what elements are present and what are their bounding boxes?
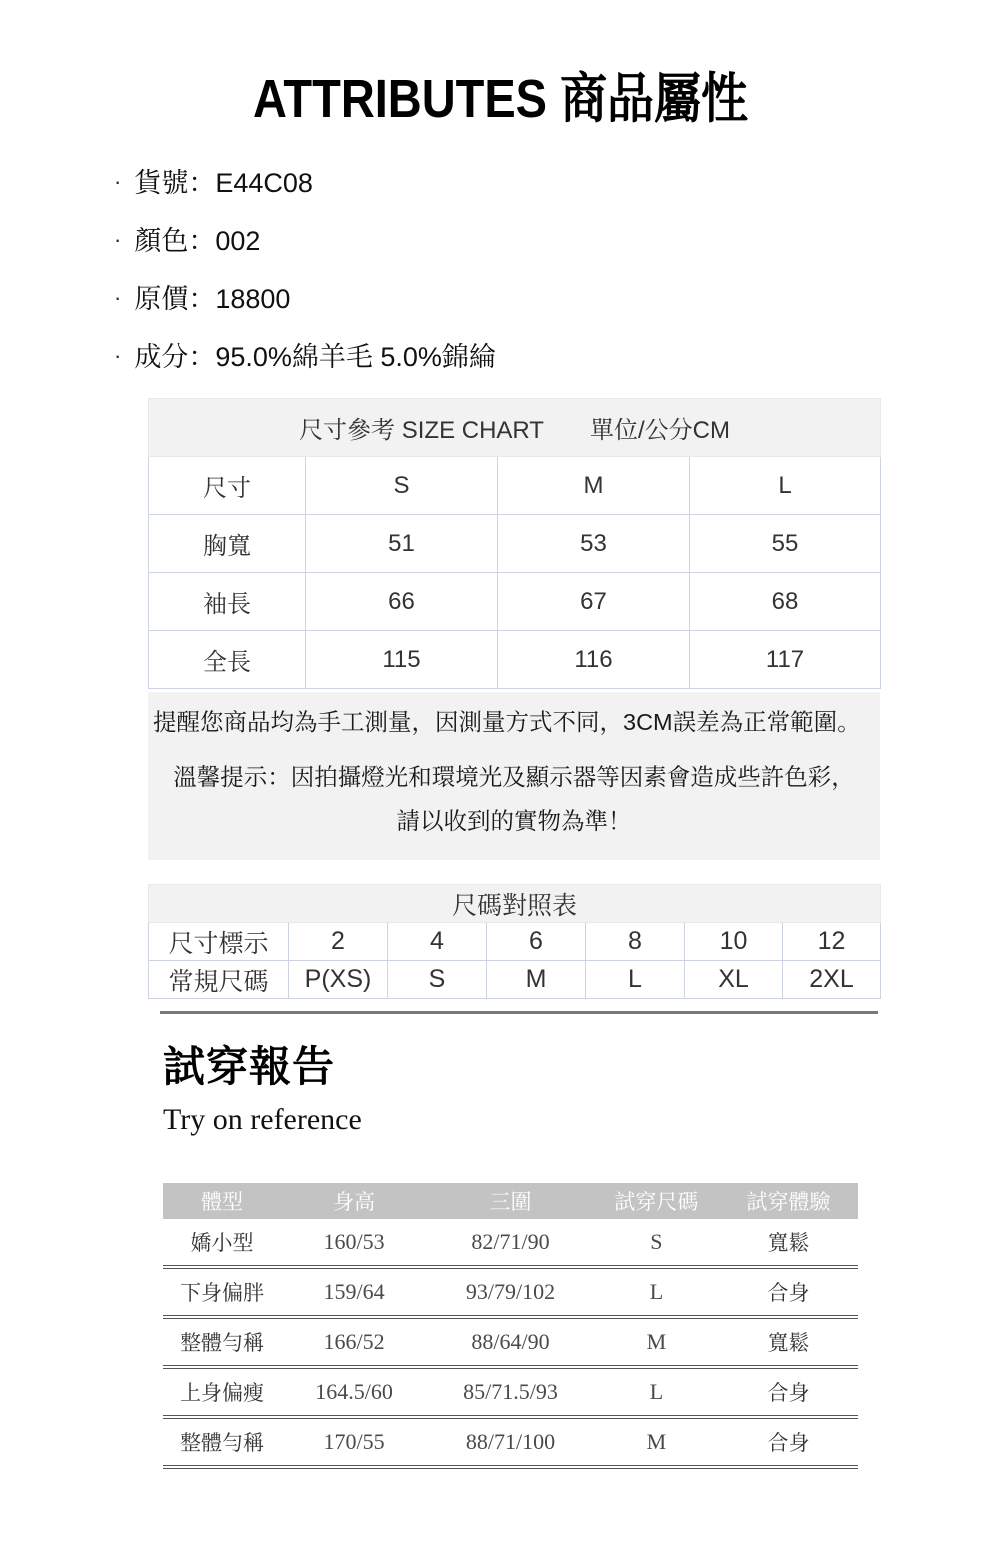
size-conversion-cell: M bbox=[487, 961, 586, 999]
size-chart-table bbox=[148, 398, 881, 689]
attribute-label: 成分 bbox=[134, 342, 189, 372]
table-row bbox=[149, 515, 881, 573]
try-on-column-header: 身高 bbox=[281, 1183, 427, 1219]
bullet-icon: · bbox=[114, 285, 122, 310]
size-chart-title: 尺寸參考 SIZE CHART bbox=[299, 417, 544, 444]
try-on-subtitle: Try on reference bbox=[163, 1103, 362, 1136]
size-chart-title-cell bbox=[149, 399, 881, 457]
try-on-size: M bbox=[594, 1417, 719, 1467]
try-on-measurements: 85/71.5/93 bbox=[427, 1367, 594, 1417]
size-chart-cell: 68 bbox=[690, 573, 881, 631]
page-title-text: ATTRIBUTES 商品屬性 bbox=[252, 69, 748, 129]
attribute-value: 18800 bbox=[215, 284, 291, 314]
size-conversion-cell: 2XL bbox=[783, 961, 881, 999]
size-chart-cell: 117 bbox=[690, 631, 881, 689]
try-on-header-row bbox=[163, 1183, 858, 1219]
page-title bbox=[0, 56, 1000, 129]
size-chart-cell: 67 bbox=[498, 573, 690, 631]
attribute-colon: ： bbox=[188, 168, 216, 198]
size-chart-cell: 51 bbox=[306, 515, 498, 573]
try-on-fit: 合身 bbox=[719, 1367, 858, 1417]
size-conversion-title: 尺碼對照表 bbox=[149, 885, 881, 923]
bullet-icon: · bbox=[114, 169, 122, 194]
try-on-measurements: 82/71/90 bbox=[427, 1219, 594, 1267]
size-conversion-cell: 12 bbox=[783, 923, 881, 961]
size-chart-cell: 116 bbox=[498, 631, 690, 689]
size-conversion-cell: XL bbox=[685, 961, 783, 999]
attribute-list bbox=[114, 166, 1000, 373]
size-chart-cell: 53 bbox=[498, 515, 690, 573]
attribute-item-product-code bbox=[114, 166, 1000, 199]
attribute-label: 顏色 bbox=[134, 226, 189, 256]
size-conversion-cell: 8 bbox=[586, 923, 685, 961]
try-on-height: 166/52 bbox=[281, 1317, 427, 1367]
table-row bbox=[163, 1317, 858, 1367]
size-conversion-cell: 6 bbox=[487, 923, 586, 961]
size-chart-unit: 單位/公分CM bbox=[589, 417, 730, 444]
try-on-fit: 寬鬆 bbox=[719, 1317, 858, 1367]
size-chart-header-cell: 尺寸 bbox=[149, 457, 306, 515]
try-on-section bbox=[163, 1034, 858, 1469]
size-chart-row-label: 胸寬 bbox=[149, 515, 306, 573]
bullet-icon: · bbox=[114, 343, 122, 368]
table-row bbox=[163, 1219, 858, 1267]
try-on-title: 試穿報告 bbox=[163, 1043, 336, 1090]
measurement-note bbox=[148, 692, 880, 860]
try-on-column-header: 試穿體驗 bbox=[719, 1183, 858, 1219]
try-on-height: 170/55 bbox=[281, 1417, 427, 1467]
try-on-height: 159/64 bbox=[281, 1267, 427, 1317]
size-conversion-cell: 10 bbox=[685, 923, 783, 961]
table-row bbox=[163, 1367, 858, 1417]
try-on-table bbox=[163, 1183, 858, 1469]
try-on-column-header: 試穿尺碼 bbox=[594, 1183, 719, 1219]
size-chart-header-cell: S bbox=[306, 457, 498, 515]
size-chart-row-label: 袖長 bbox=[149, 573, 306, 631]
try-on-size: S bbox=[594, 1219, 719, 1267]
try-on-body-type: 上身偏瘦 bbox=[163, 1367, 281, 1417]
bullet-icon: · bbox=[114, 227, 122, 252]
size-chart-cell: 55 bbox=[690, 515, 881, 573]
try-on-size: L bbox=[594, 1267, 719, 1317]
try-on-measurements: 93/79/102 bbox=[427, 1267, 594, 1317]
size-chart-header-cell: L bbox=[690, 457, 881, 515]
table-row bbox=[149, 457, 881, 515]
size-conversion-cell: L bbox=[586, 961, 685, 999]
measurement-note-line: 請以收到的實物為準！ bbox=[396, 808, 632, 834]
size-conversion-table bbox=[148, 884, 881, 999]
try-on-measurements: 88/71/100 bbox=[427, 1417, 594, 1467]
attribute-label: 原價 bbox=[134, 284, 189, 314]
size-chart-cell: 66 bbox=[306, 573, 498, 631]
measurement-note-line: 溫馨提示：因拍攝燈光和環境光及顯示器等因素會造成些許色彩， bbox=[173, 764, 855, 790]
attribute-value: 002 bbox=[215, 226, 261, 256]
tables-wrapper bbox=[148, 398, 880, 1014]
size-conversion-title-row bbox=[149, 885, 881, 923]
attribute-item-material bbox=[114, 340, 1000, 373]
try-on-fit: 合身 bbox=[719, 1267, 858, 1317]
size-chart-cell: 115 bbox=[306, 631, 498, 689]
size-chart-header-cell: M bbox=[498, 457, 690, 515]
size-conversion-cell: S bbox=[388, 961, 487, 999]
size-conversion-row-label: 常規尺碼 bbox=[149, 961, 289, 999]
attribute-colon: ： bbox=[188, 226, 216, 256]
measurement-note-line: 提醒您商品均為手工測量，因測量方式不同，3CM誤差為正常範圍。 bbox=[153, 709, 861, 735]
attribute-colon: ： bbox=[188, 284, 216, 314]
table-row bbox=[149, 961, 881, 999]
attribute-item-color bbox=[114, 224, 1000, 257]
table-row bbox=[149, 573, 881, 631]
try-on-column-header: 體型 bbox=[163, 1183, 281, 1219]
size-conversion-cell: 2 bbox=[289, 923, 388, 961]
table-row bbox=[163, 1267, 858, 1317]
try-on-body-type: 整體勻稱 bbox=[163, 1317, 281, 1367]
attribute-value: 95.0%綿羊毛 5.0%錦綸 bbox=[215, 342, 496, 372]
attribute-value: E44C08 bbox=[215, 168, 313, 198]
attribute-label: 貨號 bbox=[134, 168, 189, 198]
try-on-size: L bbox=[594, 1367, 719, 1417]
size-chart-row-label: 全長 bbox=[149, 631, 306, 689]
table-row bbox=[149, 631, 881, 689]
try-on-body-type: 嬌小型 bbox=[163, 1219, 281, 1267]
try-on-size: M bbox=[594, 1317, 719, 1367]
try-on-measurements: 88/64/90 bbox=[427, 1317, 594, 1367]
size-conversion-cell: P(XS) bbox=[289, 961, 388, 999]
try-on-body-type: 下身偏胖 bbox=[163, 1267, 281, 1317]
try-on-column-header: 三圍 bbox=[427, 1183, 594, 1219]
size-conversion-cell: 4 bbox=[388, 923, 487, 961]
section-divider bbox=[160, 1011, 878, 1014]
table-row bbox=[163, 1417, 858, 1467]
try-on-body-type: 整體勻稱 bbox=[163, 1417, 281, 1467]
size-conversion-row-label: 尺寸標示 bbox=[149, 923, 289, 961]
size-chart-title-row bbox=[149, 399, 881, 457]
try-on-fit: 寬鬆 bbox=[719, 1219, 858, 1267]
attribute-item-price bbox=[114, 282, 1000, 315]
try-on-fit: 合身 bbox=[719, 1417, 858, 1467]
attribute-colon: ： bbox=[188, 342, 216, 372]
try-on-height: 160/53 bbox=[281, 1219, 427, 1267]
table-row bbox=[149, 923, 881, 961]
try-on-height: 164.5/60 bbox=[281, 1367, 427, 1417]
